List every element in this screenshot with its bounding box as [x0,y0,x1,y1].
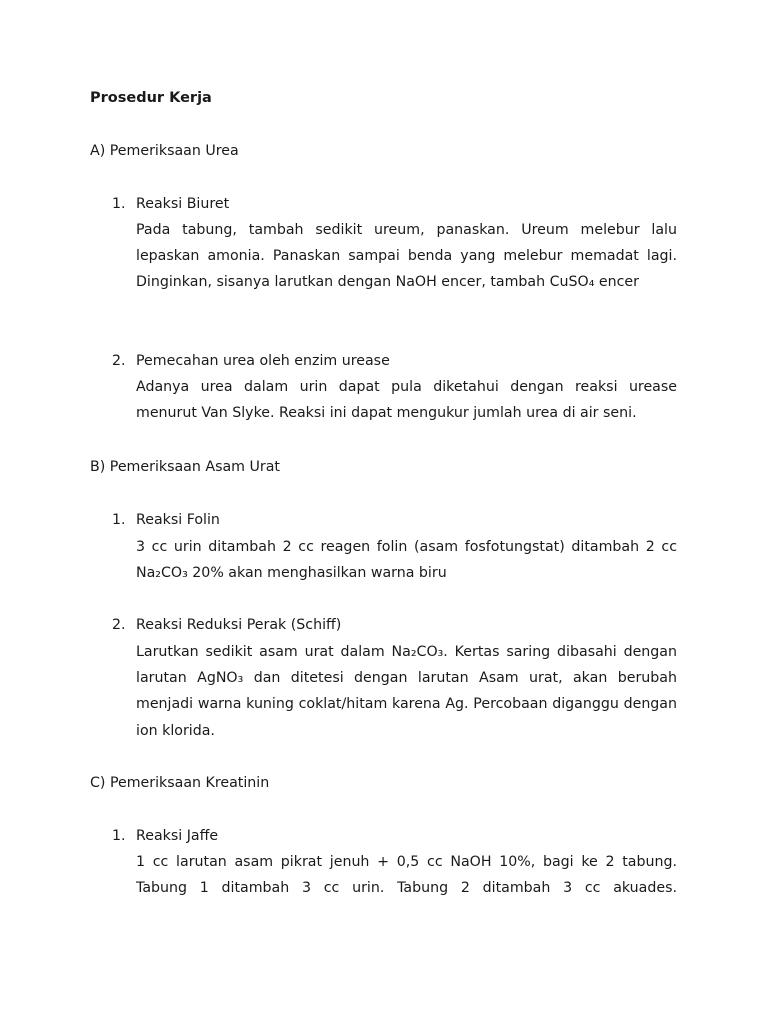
section-heading-a: A) Pemeriksaan Urea [90,143,239,159]
list-item-heading [112,196,229,212]
list-item-heading [112,828,218,844]
list-number: 2. [112,353,126,369]
document-title: Prosedur Kerja [90,90,212,106]
list-item-heading [112,353,390,369]
list-item-heading [112,512,220,528]
list-item-title: Reaksi Jaffe [136,828,219,844]
list-item-title: Reaksi Reduksi Perak (Schiff) [136,617,342,633]
section-heading-b: B) Pemeriksaan Asam Urat [90,459,280,475]
list-number: 1. [112,196,126,212]
list-item-heading [112,617,341,633]
list-item-title: Reaksi Folin [136,512,220,528]
section-heading-c: C) Pemeriksaan Kreatinin [90,775,270,791]
list-item-title: Pemecahan urea oleh enzim urease [136,353,390,369]
list-number: 1. [112,512,126,528]
list-item-body: Adanya urea dalam urin dapat pula diketahui dengan reaksi urease menurut Van Slyke. Reaksi ini dapat mengukur jumlah urea di air seni. [136,379,677,422]
list-item-body: Larutkan sedikit asam urat dalam Na₂CO₃. Kertas saring dibasahi dengan larutan AgNO₃ dan ditetesi dengan larutan Asam urat, akan berubah menjadi warna kuning coklat/hitam karena Ag. Percobaan diganggu dengan ion klorida. [136,644,677,739]
list-item-body: 3 cc urin ditambah 2 cc reagen folin (asam fosfotungstat) ditambah 2 cc Na₂CO₃ 20% akan menghasilkan warna biru [136,539,677,582]
list-number: 1. [112,828,126,844]
list-item-body: 1 cc larutan asam pikrat jenuh + 0,5 cc NaOH 10%, bagi ke 2 tabung. Tabung 1 ditambah 3 cc urin. Tabung 2 ditambah 3 cc akuades. [136,854,677,897]
list-item-title: Reaksi Biuret [136,196,230,212]
list-number: 2. [112,617,126,633]
list-item-body: Pada tabung, tambah sedikit ureum, panaskan. Ureum melebur lalu lepaskan amonia. Panaskan sampai benda yang melebur memadat lagi. Dinginkan, sisanya larutkan dengan NaOH encer, tambah CuSO₄ encer [136,222,677,291]
